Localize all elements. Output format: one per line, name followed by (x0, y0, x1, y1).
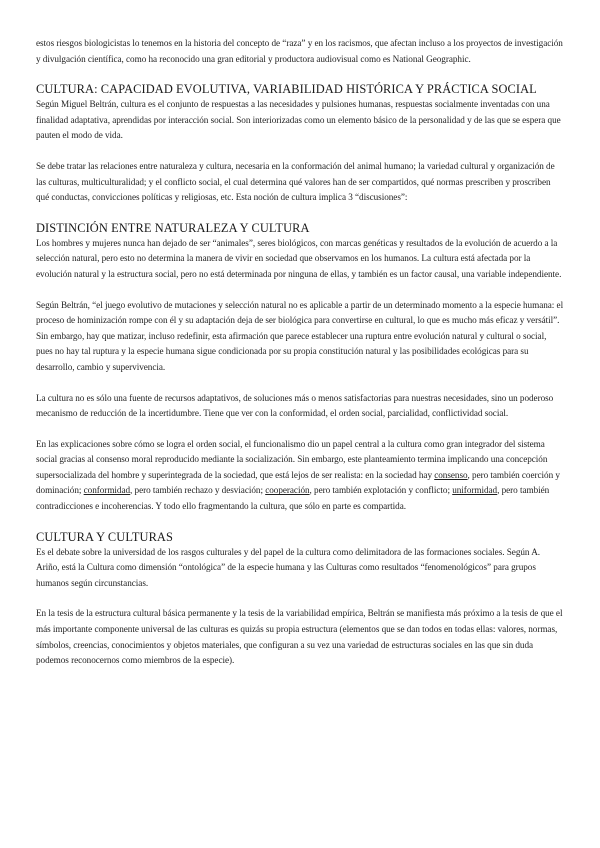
paragraph-orden-social (36, 437, 564, 515)
paragraph-discusiones: Se debe tratar las relaciones entre naturaleza y cultura, necesaria en la conformación del animal humano; la variedad cultural y organización de las culturas, multiculturalidad; y el conflicto social, el cual determina qué valores han de ser compartidos, qué normas prescriben y proscriben qué conductas, convicciones políticas y religiosas, etc. Esta noción de cultura implica 3 “discusiones”: (36, 160, 555, 203)
paragraph-recursos-adaptativos: La cultura no es sólo una fuente de recursos adaptativos, de soluciones más o menos satisfactorias para nuestras necesidades, sino un poderoso mecanismo de reducción de la incertidumbre. Tiene que ver con la conformidad, el orden social, parcialidad, conflictividad social. (36, 392, 554, 419)
heading-cultura-y-culturas: CULTURA Y CULTURAS (36, 529, 173, 544)
paragraph-definicion-beltran: Según Miguel Beltrán, cultura es el conjunto de respuestas a las necesidades y pulsiones humanas, respuestas socialmente inventadas con una finalidad adaptativa, aprendidas por interacción social. Son interiorizadas como un elemento básico de la personalidad y de las que se espera que pauten el modo de vida. (36, 99, 561, 141)
text-segment: , pero también explotación y conflicto; (309, 485, 453, 496)
text-segment: , pero también contradicciones e incoherencias. Y todo ello fragmentando la cultura, que sólo en parte es compartida. (36, 485, 550, 512)
text-segment: , pero también rechazo y desviación; (130, 485, 266, 496)
paragraph-universidad-rasgos: Es el debate sobre la universidad de los rasgos culturales y del papel de la cultura como delimitadora de las formaciones sociales. Según A. Ariño, está la Cultura como dimensión “ontológica” de la especie humana y las Culturas como resultados “fenomenológicos” para grupos humanos según circunstancias. (36, 546, 541, 588)
heading-cultura-capacidad: CULTURA: CAPACIDAD EVOLUTIVA, VARIABILIDAD HISTÓRICA Y PRÁCTICA SOCIAL (36, 82, 537, 97)
text-segment: En las explicaciones sobre cómo se logra el orden social, el funcionalismo dio un papel central a la cultura como gran integrador del sistema social gracias al consenso moral reproducido mediante la socialización. Sin embargo, este planteamiento termina implicando una concepción supersocializada del hombre y superintegrada de la sociedad, que está lejos de ser realista: en la sociedad hay (36, 438, 548, 480)
underlined-term-cooperacion: cooperación (265, 485, 310, 496)
underlined-term-uniformidad: uniformidad (452, 485, 498, 496)
paragraph-juego-evolutivo: Según Beltrán, “el juego evolutivo de mutaciones y selección natural no es aplicable a partir de un determinado momento a la especie humana: el proceso de hominización rompe con él y su adaptación deja de ser biológica para convertirse en cultural, lo que es mucho más eficaz y versátil”. Sin embargo, hay que matizar, incluso redefinir, esta afirmación que parece establecer una ruptura entre evolución natural y cultural o social, pues no hay tal ruptura y la especie humana sigue condicionada por su propia constitución natural y las posibilidades ecológicas para su desarrollo, cambio y supervivencia. (36, 299, 564, 372)
underlined-term-conformidad: conformidad (83, 485, 131, 496)
text-segment: , pero también coerción y dominación; (36, 469, 560, 496)
paragraph-estructura-cultural: En la tesis de la estructura cultural básica permanente y la tesis de la variabilidad empírica, Beltrán se manifiesta más próximo a la tesis de que el más importante componente universal de las culturas es quizás su propia estructura (elementos que se dan todos en todas ellas: valores, normas, símbolos, creencias, conocimientos y objetos materiales, que configuran a su vez una variedad de estructuras sociales en las que sin duda podemos reconocernos como miembros de la especie). (36, 608, 563, 666)
document-page (36, 36, 564, 669)
paragraph-intro: estos riesgos biologicistas lo tenemos en la historia del concepto de “raza” y en los racismos, que afectan incluso a los proyectos de investigación y divulgación científica, como ha reconocido una gran editorial y productora audiovisual como es National Geographic. (36, 38, 563, 64)
paragraph-animales: Los hombres y mujeres nunca han dejado de ser “animales”, seres biológicos, con marcas genéticas y resultados de la evolución de acuerdo a la selección natural, pero esto no determina la manera de vivir en sociedad que observamos en los humanos. La cultura está afectada por la evolución natural y la estructura social, pero no está determinada por ninguna de ellas, y también es un factor causal, una variable independiente. (36, 237, 562, 279)
heading-naturaleza-cultura: DISTINCIÓN ENTRE NATURALEZA Y CULTURA (36, 220, 310, 235)
underlined-term-consenso: consenso (434, 469, 468, 480)
